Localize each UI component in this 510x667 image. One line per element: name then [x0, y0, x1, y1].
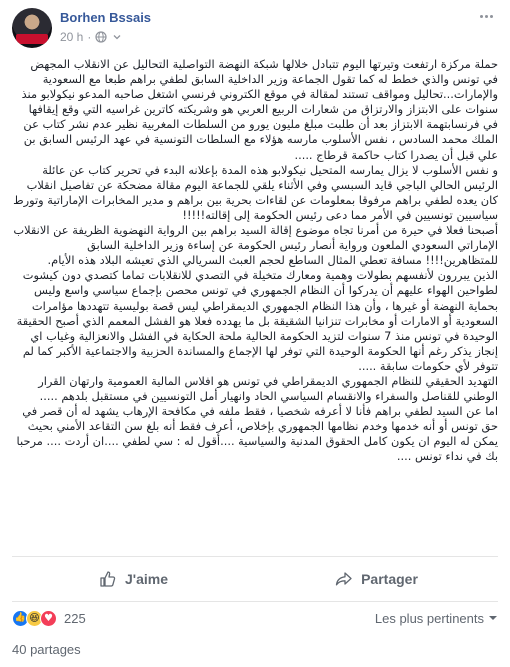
post-paragraph: التهديد الحقيقي للنظام الجمهوري الديمقراطي في تونس هو افلاس المالية العمومية وارتهان القرار الوطني للقناصل والسفراء والانقسام السياسي الحاد وانهيار أمل التونسيين في مستقبل بلدهم ..... [38, 373, 498, 404]
globe-icon[interactable] [95, 31, 107, 43]
post-actions [12, 556, 498, 602]
comment-sort-label: Les plus pertinents [374, 610, 484, 626]
post-paragraph: حملة مركزة ارتفعت وتيرتها اليوم تتبادل خلالها شبكة النهضة التواصلية التحاليل عن الانقلاب المجهض في تونس والذي خطط له كما تقول الجماعة وزير الداخلية السابق لطفي براهم طبعا مع السعودية والإمارات...تحاليل ومواقف تستند لمقالة في موقع الكتروني فرنسي اشتغل صاحبه المدعو نيكولابو منذ سنوات على الابتزاز والارتزاق من شعارات الربيع العربي هو وشريكته كاترين غراسيه التي وقع إيقافها في فرنسابتهمة الابتزاز بعد أن طلبت مبلغ مليون يورو من السلطات المغربية نظير عدم نشر كتاب عن الملك محمد السادس ، نفس الأسلوب مارسه هؤلاء مع السلطات التونسية في عهد الرئيس السابق بن علي قبل أن يصدرا كتاب حاكمة قرطاج ..... [21, 57, 498, 162]
more-options-icon[interactable] [474, 8, 498, 24]
share-label: Partager [361, 571, 418, 587]
post-header [12, 8, 498, 54]
reaction-icons[interactable] [12, 610, 54, 627]
share-arrow-icon [335, 570, 353, 588]
author-name[interactable]: Borhen Bssais [60, 10, 152, 25]
post-paragraph: الذين يبررون لأنفسهم بطولات وهمية ومعارك متخيلة في التصدي للانقلابات تماما كتصدي دون كيشوت لطواحين الهواء عليهم أن يدركوا أن النظام الجمهوري في تونس محصن بإجماع سياسي واسع وليس بحماية النهضة أو غيرها ، وأن هذا النظام الجمهوري الديمقراطي ليس قصة بوليسية تتهددها مؤامرات السعودية أو الامارات أو مخابرات تنزانيا الشقيقة بل ما يهدده فعلا هو الفشل المعمم الذي أصبح الحقيقة الوحيدة في تونس منذ 7 سنوات لتزيد الحكومة الحالية ملحة الحكاية في الفشل والانعزالية وغياب اي إنجاز يذكر رغم أنها الحكومة الوحيدة التي توفر لها الإجماع والمساندة الحزبية والاجتماعية الأكبر كما لم تتوفر لأي حكومات سابقة ..... [16, 268, 498, 373]
post-time[interactable]: 20 h [60, 30, 84, 44]
post-paragraph: اما عن السيد لطفي براهم فأنا لا أعرفه شخصيا ، فقط ملفه في مكافحة الإرهاب يشهد له أن قصر في حق تونس أو أنه خدمها وخدم نظامها الجمهوري بإخلاص، أعرف فقط أنه بلغ سن التقاعد الأمني بحيث يمكن له اليوم ان يكون كامل الحقوق المدنية والسياسية ....أقول له : سي لطفي ....ان أردت .... مرحبا بك في نداء تونس .... [16, 404, 498, 464]
thumbs-up-icon [99, 570, 117, 588]
like-icon: 👍 [12, 610, 29, 627]
comment-sort-dropdown[interactable] [375, 611, 498, 626]
flag-graphic [16, 34, 48, 44]
like-label: J'aime [124, 571, 169, 587]
reactions-bar [12, 607, 498, 629]
meta-separator: · [87, 30, 92, 44]
post-paragraph: و نفس الأسلوب لا يزال يمارسه المتحيل نيكولابو هذه المدة بإعلانه البدء في تحرير كتاب عن عائلة الرئيس الحالي الباجي قايد السبسي وفي الأثناء يلقي للجماعة اليوم مقالة مضحكة عن تفاصيل انقلاب كان يعده لطفي براهم مرفوقا بمعلومات عن لقاءات بحرية بين براهم و مدير المخابرات الإماراتية وتورط سياسيين تونسيين في الأمر مما دعى رئيس الحكومة إلى إقالته!!!!! [13, 162, 498, 222]
chevron-down-icon [488, 613, 498, 623]
haha-icon: 😆 [26, 610, 43, 627]
share-count[interactable]: 40 partages [12, 642, 81, 657]
reaction-count[interactable]: 225 [64, 610, 86, 626]
post-meta [60, 30, 123, 44]
chevron-down-icon[interactable] [111, 31, 123, 43]
like-button[interactable] [12, 570, 255, 588]
post-paragraph: أصبحنا فعلا في حيرة من أمرنا تجاه موضوع إقالة السيد براهم بين الرواية النهضوية الظريفة عن الانقلاب الإماراتي السعودي الملعون ورواية أنصار رئيس الحكومة عن إساءة وزير الداخلية السابق للمتظاهرين!!!! مسافة تعطي المثال الساطع لحجم العبث السريالي الذي تعيشه البلاد هذه الأيام. [13, 223, 498, 268]
author-avatar[interactable] [12, 8, 52, 48]
love-icon: ♥ [40, 610, 57, 627]
share-button[interactable] [255, 570, 498, 588]
post-text [12, 57, 498, 508]
